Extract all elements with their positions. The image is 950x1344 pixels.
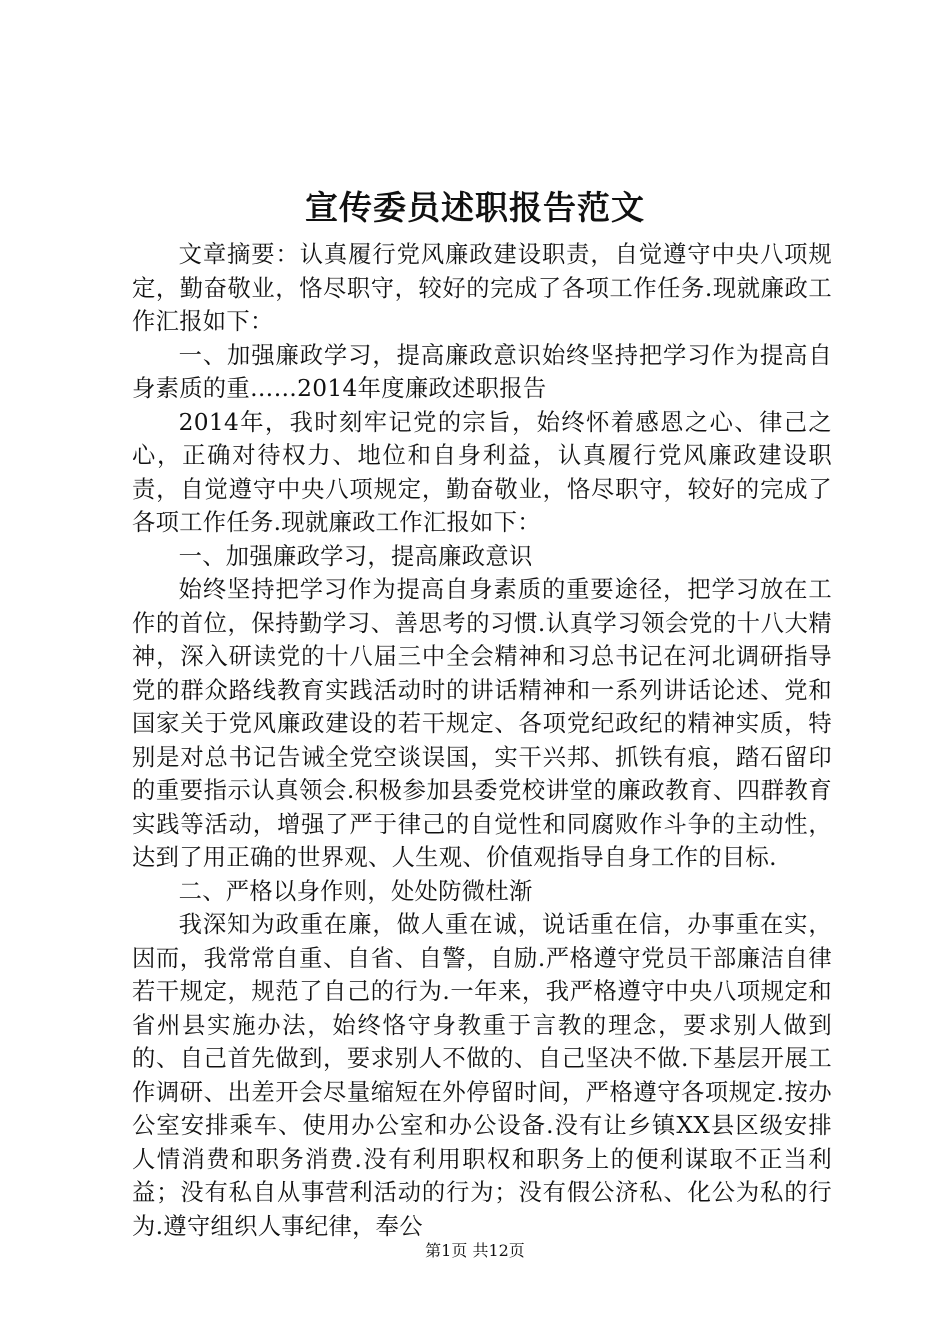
paragraph-intro: 2014年，我时刻牢记党的宗旨，始终怀着感恩之心、律己之心，正确对待权力、地位和自身利益，认真履行党风廉政建设职责，自觉遵守中央八项规定，勤奋敬业，恪尽职守，较好的完成了各项工作任务.现就廉政工作汇报如下： bbox=[132, 408, 832, 536]
page-number-footer: 第1页 共12页 bbox=[425, 1241, 525, 1260]
paragraph-section-1: 始终坚持把学习作为提高自身素质的重要途径，把学习放在工作的首位，保持勤学习、善思考的习惯.认真学习领会党的十八大精神，深入研读党的十八届三中全会精神和习总书记在河北调研指导党的群众路线教育实践活动时的讲话精神和一系列讲话论述、党和国家关于党风廉政建设的若干规定、各项党纪政纪的精神实质，特别是对总书记告诫全党空谈误国，实干兴邦、抓铁有痕，踏石留印的重要指示认真领会.积极参加县委党校讲堂的廉政教育、四群教育实践等活动，增强了严于律己的自觉性和同腐败作斗争的主动性，达到了用正确的世界观、人生观、价值观指导自身工作的目标. bbox=[132, 576, 832, 871]
paragraph-abstract-section: 一、加强廉政学习，提高廉政意识始终坚持把学习作为提高自身素质的重……2014年度廉政述职报告 bbox=[132, 341, 832, 402]
document-title: 宣传委员述职报告范文 bbox=[305, 188, 645, 227]
section-heading-2: 二、严格以身作则，处处防微杜渐 bbox=[178, 877, 533, 905]
paragraph-section-2: 我深知为政重在廉，做人重在诚，说话重在信，办事重在实，因而，我常常自重、自省、自警，自励.严格遵守党员干部廉洁自律若干规定，规范了自己的行为.一年来，我严格遵守中央八项规定和省州县实施办法，始终恪守身教重于言教的理念，要求别人做到的、自己首先做到，要求别人不做的、自己坚决不做.下基层开展工作调研、出差开会尽量缩短在外停留时间，严格遵守各项规定.按办公室安排乘车、使用办公室和办公设备.没有让乡镇XX县区级安排人情消费和职务消费.没有利用职权和职务上的便利谋取不正当利益；没有私自从事营利活动的行为；没有假公济私、化公为私的行为.遵守组织人事纪律，奉公 bbox=[132, 911, 832, 1240]
section-heading-1: 一、加强廉政学习，提高廉政意识 bbox=[178, 542, 533, 570]
paragraph-abstract: 文章摘要：认真履行党风廉政建设职责，自觉遵守中央八项规定，勤奋敬业，恪尽职守，较好的完成了各项工作任务.现就廉政工作汇报如下： bbox=[132, 241, 832, 335]
document-body bbox=[132, 238, 832, 1243]
